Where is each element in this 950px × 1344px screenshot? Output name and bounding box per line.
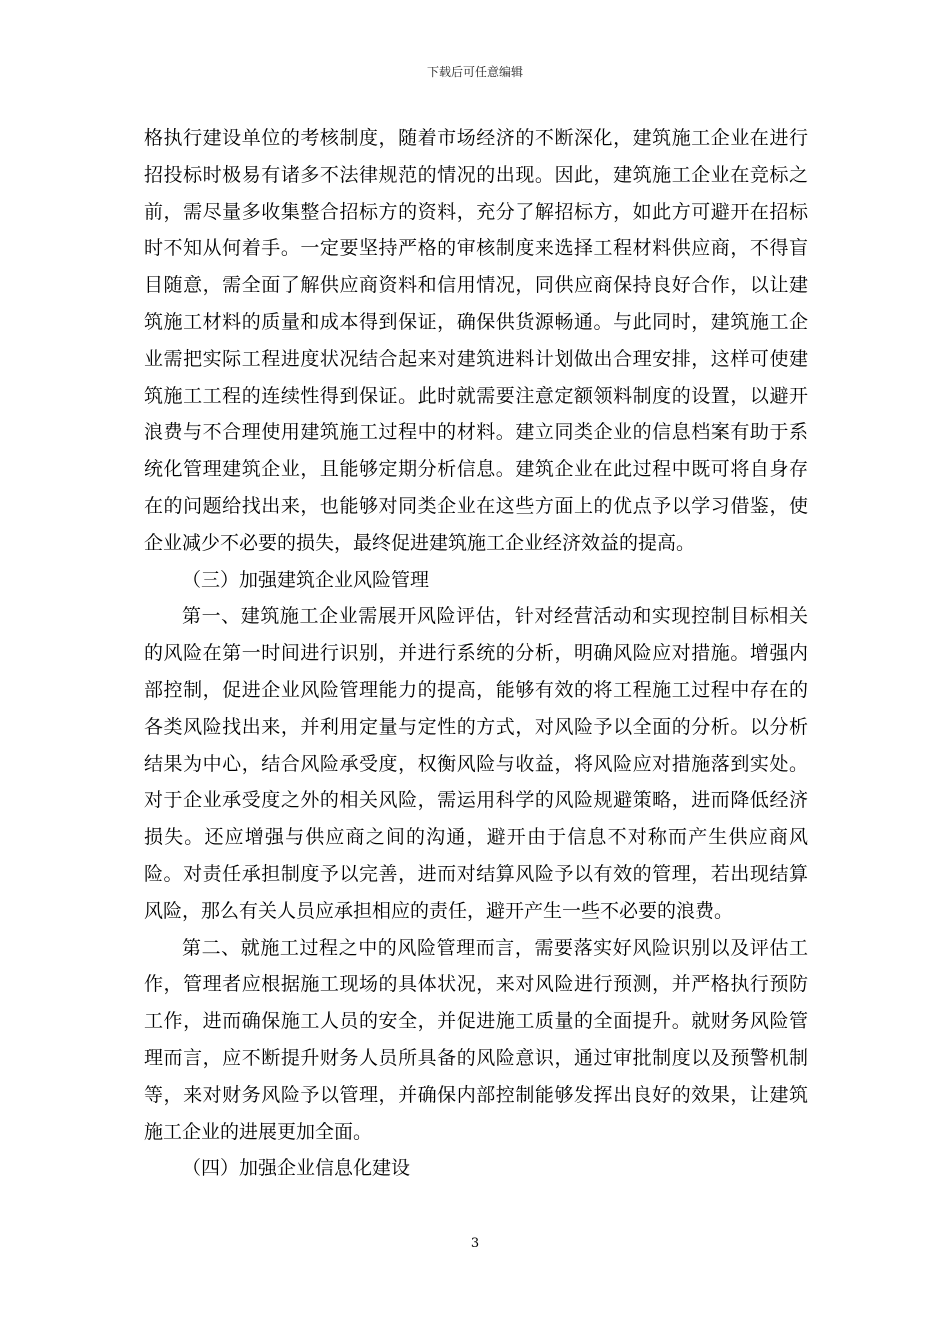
paragraph-continuation: 格执行建设单位的考核制度，随着市场经济的不断深化，建筑施工企业在进行招投标时极易有诸多不法律规范的情况的出现。因此，建筑施工企业在竞标之前，需尽量多收集整合招标方的资料，充分了解招标方，如此方可避开在招标时不知从何着手。一定要坚持严格的审核制度来选择工程材料供应商，不得盲目随意，需全面了解供应商资料和信用情况，同供应商保持良好合作，以让建筑施工材料的质量和成本得到保证，确保供货源畅通。与此同时，建筑施工企业需把实际工程进度状况结合起来对建筑进料计划做出合理安排，这样可使建筑施工工程的连续性得到保证。此时就需要注意定额领料制度的设置，以避开浪费与不合理使用建筑施工过程中的材料。建立同类企业的信息档案有助于系统化管理建筑企业，且能够定期分析信息。建筑企业在此过程中既可将自身存在的问题给找出来，也能够对同类企业在这些方面上的优点予以学习借鉴，使企业减少不必要的损失，最终促进建筑施工企业经济效益的提高。 [144, 127, 808, 554]
paragraph-risk-first: 第一、建筑施工企业需展开风险评估，针对经营活动和实现控制目标相关的风险在第一时间进行识别，并进行系统的分析，明确风险应对措施。增强内部控制，促进企业风险管理能力的提高，能够有效的将工程施工过程中存在的各类风险找出来，并利用定量与定性的方式，对风险予以全面的分析。以分析结果为中心，结合风险承受度，权衡风险与收益，将风险应对措施落到实处。对于企业承受度之外的相关风险，需运用科学的风险规避策略，进而降低经济损失。还应增强与供应商之间的沟通，避开由于信息不对称而产生供应商风险。对责任承担制度予以完善，进而对结算风险予以有效的管理，若出现结算风险，那么有关人员应承担相应的责任，避开产生一些不必要的浪费。 [144, 605, 808, 922]
document-body [144, 120, 808, 1187]
page-header: 下载后可任意编辑 [426, 65, 523, 79]
section-heading-4: （四）加强企业信息化建设 [182, 1157, 411, 1180]
paragraph-risk-second: 第二、就施工过程之中的风险管理而言，需要落实好风险识别以及评估工作，管理者应根据施工现场的具体状况，来对风险进行预测，并严格执行预防工作，进而确保施工人员的安全，并促进施工质量的全面提升。就财务风险管理而言，应不断提升财务人员所具备的风险意识，通过审批制度以及预警机制等，来对财务风险予以管理，并确保内部控制能够发挥出良好的效果，让建筑施工企业的进展更加全面。 [144, 936, 808, 1143]
section-heading-3: （三）加强建筑企业风险管理 [182, 568, 430, 591]
page-number: 3 [470, 1236, 480, 1251]
